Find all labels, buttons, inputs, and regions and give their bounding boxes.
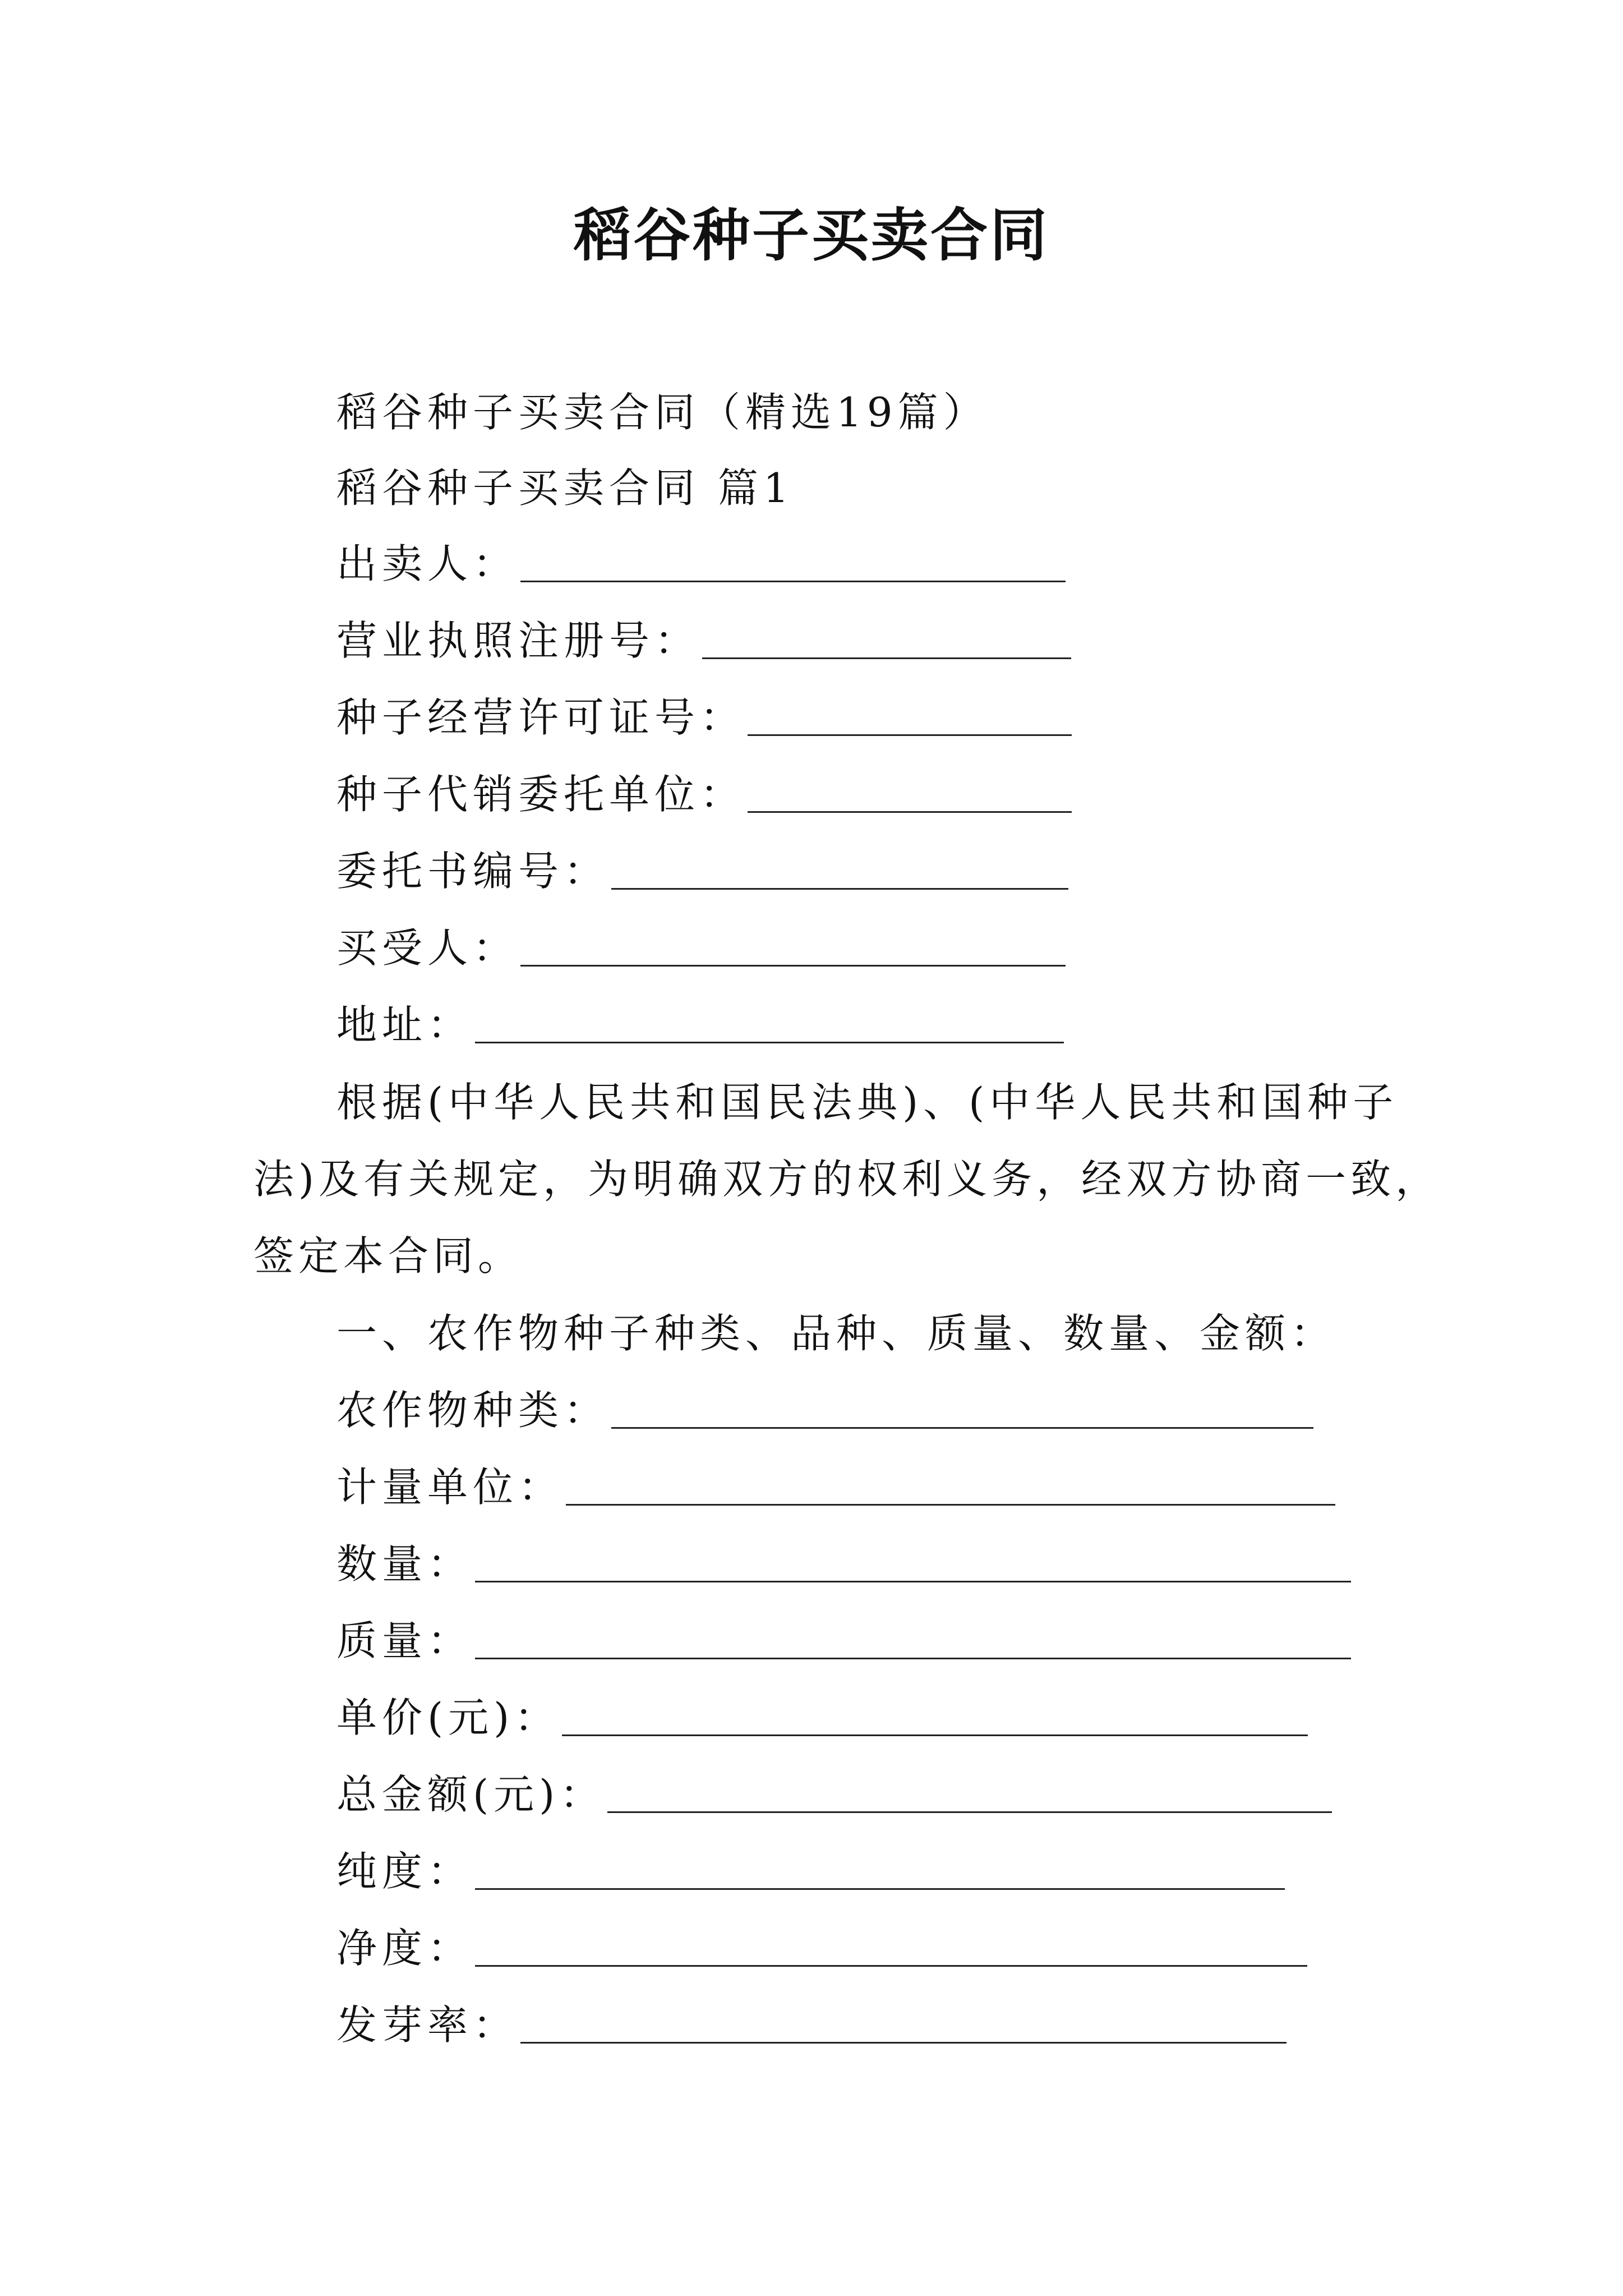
seller-label: 出卖人：: [336, 540, 519, 587]
germination-rate-field: [336, 1994, 1287, 2056]
quantity-label: 数量：: [336, 1540, 473, 1588]
unit-field: [336, 1456, 1335, 1518]
quality-blank-line[interactable]: [475, 1658, 1351, 1659]
buyer-field: [336, 917, 1066, 979]
commission-no-label: 委托书编号：: [336, 848, 610, 895]
buyer-label: 买受人：: [336, 924, 519, 972]
license-no-field: [336, 610, 1071, 671]
address-field: [336, 994, 1064, 1056]
seed-permit-blank-line[interactable]: [748, 734, 1072, 736]
section-heading: 稻谷种子买卖合同 篇1: [336, 464, 794, 512]
preamble-line-1: 根据(中华人民共和国民法典)、(中华人民共和国种子: [336, 1079, 1399, 1126]
agent-unit-label: 种子代销委托单位：: [336, 771, 746, 818]
clause-1-heading: 一、农作物种子种类、品种、质量、数量、金额：: [336, 1310, 1336, 1357]
agent-unit-blank-line[interactable]: [748, 811, 1072, 813]
license-no-blank-line[interactable]: [702, 657, 1071, 659]
quantity-field: [336, 1533, 1351, 1595]
address-label: 地址：: [336, 1001, 473, 1048]
quality-field: [336, 1610, 1351, 1672]
crop-type-label: 农作物种类：: [336, 1387, 610, 1434]
purity-field: [336, 1841, 1285, 1902]
unit-blank-line[interactable]: [566, 1504, 1335, 1506]
quantity-blank-line[interactable]: [475, 1581, 1351, 1582]
buyer-blank-line[interactable]: [520, 965, 1066, 967]
commission-no-field: [336, 840, 1068, 902]
preamble-line-3: 签定本合同。: [253, 1232, 523, 1280]
quality-label: 质量：: [336, 1617, 473, 1664]
crop-type-field: [336, 1379, 1313, 1441]
document-subtitle: 稻谷种子买卖合同（精选19篇）: [336, 389, 989, 436]
cleanliness-blank-line[interactable]: [475, 1965, 1307, 1967]
agent-unit-field: [336, 763, 1072, 825]
purity-label: 纯度：: [336, 1848, 473, 1895]
total-amount-field: [336, 1764, 1332, 1825]
cleanliness-label: 净度：: [336, 1925, 473, 1972]
cleanliness-field: [336, 1917, 1307, 1979]
unit-label: 计量单位：: [336, 1464, 564, 1511]
unit-price-field: [336, 1687, 1308, 1749]
germination-rate-blank-line[interactable]: [520, 2042, 1287, 2044]
seed-permit-field: [336, 687, 1072, 748]
document-title: 稻谷种子买卖合同: [574, 202, 1049, 269]
germination-rate-label: 发芽率：: [336, 2001, 519, 2049]
total-amount-label: 总金额(元)：: [336, 1771, 606, 1818]
license-no-label: 营业执照注册号：: [336, 617, 700, 664]
total-amount-blank-line[interactable]: [607, 1811, 1332, 1813]
unit-price-blank-line[interactable]: [562, 1734, 1308, 1736]
preamble-line-2: 法)及有关规定，为明确双方的权利义务，经双方协商一致，: [253, 1156, 1441, 1203]
unit-price-label: 单价(元)：: [336, 1694, 560, 1741]
seller-field: [336, 533, 1066, 595]
seed-permit-label: 种子经营许可证号：: [336, 694, 746, 741]
crop-type-blank-line[interactable]: [611, 1427, 1313, 1429]
commission-no-blank-line[interactable]: [611, 888, 1068, 890]
purity-blank-line[interactable]: [475, 1888, 1285, 1890]
seller-blank-line[interactable]: [520, 581, 1066, 582]
address-blank-line[interactable]: [475, 1042, 1064, 1043]
